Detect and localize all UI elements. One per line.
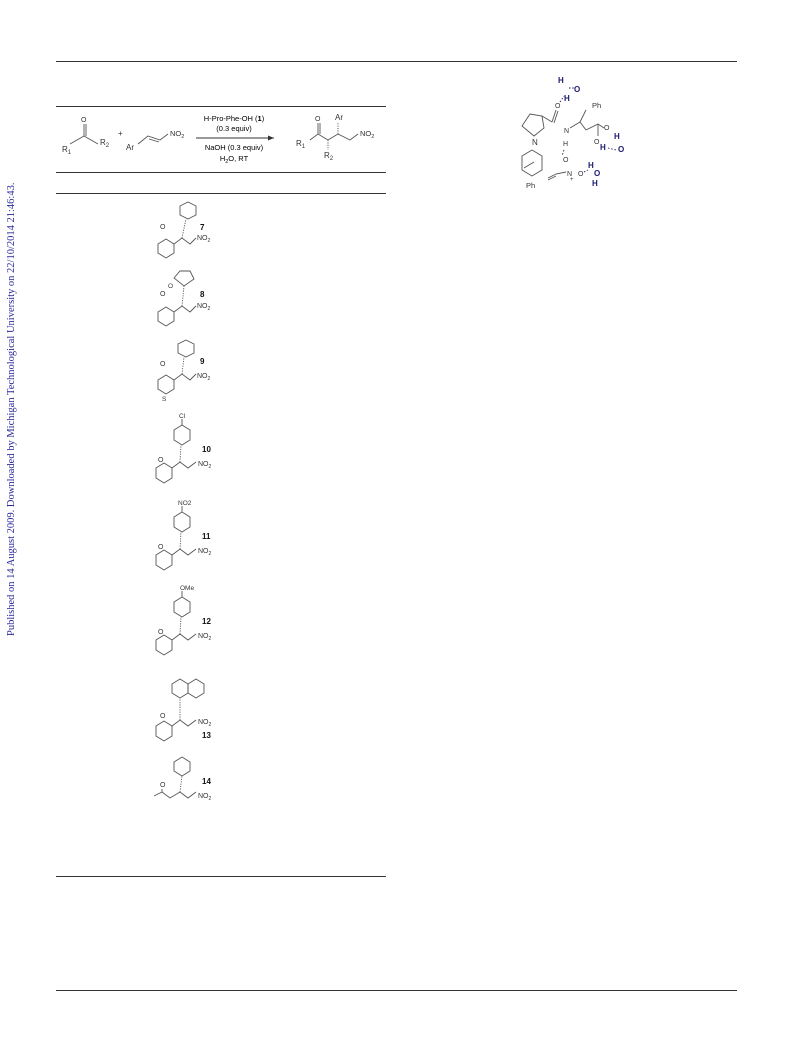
acid-oxygen: O [594,139,600,146]
nitro-nitrogen: N [567,171,573,178]
catalyst-equiv: (0.3 equiv) [216,124,252,133]
compound-10 [148,410,228,488]
arrow-head [268,136,274,141]
base-label: NaOH (0.3 equiv) [204,143,264,152]
scheme-bottom-rule [56,172,386,173]
product-r2-label: $R_2$ [324,151,334,162]
plus-sign: + [118,129,123,138]
compound-12 [148,582,228,660]
compound-14 [148,754,228,806]
compound-11 [148,497,228,575]
acid-carbonyl-oxygen: O [604,125,610,132]
acid-hydrogen: H [600,143,606,152]
ketone-oxygen: O [158,544,164,551]
ketone-oxygen: O [158,629,164,636]
ketone-oxygen: O [160,713,166,720]
svg-text:O: O [574,85,581,94]
nitro-plus: + [570,177,574,183]
ring-atom-label: S [162,396,167,403]
header-rule [56,61,737,62]
compound-number: 9 [200,357,205,366]
amide-nitrogen: N [564,128,570,135]
svg-text:H: H [592,179,598,188]
product-r1-label: $R_1$ [296,139,306,150]
ring-atom-label: O [168,283,174,290]
ketone-oxygen: O [160,361,166,368]
compound-number: 8 [200,290,205,299]
ketone-oxygen: O [158,457,164,464]
product-structure [296,113,374,162]
ketone-oxygen: O [160,224,166,231]
nitro-oxygen-2: O [578,171,584,178]
compound-9 [148,338,228,404]
compound-number: 12 [202,617,211,626]
ring-nitrogen: N [532,138,538,147]
substituent-label: OMe [180,585,195,592]
table-head-rule [56,193,386,194]
svg-text:H: H [564,94,570,103]
amide-hydrogen: H [563,141,569,148]
nitro-label: $NO_2$ [198,793,212,802]
nitro-label: $NO_2$ [198,719,212,728]
aryl-label: Ar [126,143,134,152]
substituent-label: Cl [179,413,186,420]
water-right [608,132,624,154]
water-bottom [584,161,600,188]
compound-8 [148,268,228,330]
ketone-structure [62,117,110,156]
reaction-scheme [56,108,386,172]
compound-number: 13 [202,731,211,740]
compound-number: 14 [202,777,211,786]
nitro-label: $NO_2$ [197,303,211,312]
nitro-label: $NO_2$ [170,129,185,140]
svg-text:H: H [558,76,564,85]
product-nitro-label: $NO_2$ [360,129,375,140]
product-oxygen: O [315,116,321,123]
ketone-oxygen: O [160,291,166,298]
r2-label: $R_2$ [100,138,110,149]
transition-state-model [512,72,636,194]
ph-top-label: Ph [592,101,602,110]
footer-rule [56,990,737,991]
compound-7 [148,200,228,262]
nitro-label: $NO_2$ [198,633,212,642]
compound-number: 7 [200,223,205,232]
pyrrolidine-ring [522,114,544,136]
nitro-label: $NO_2$ [198,548,212,557]
solvent-label: $H_2O$, RT [219,154,249,165]
nitroolefin-structure [126,129,184,152]
ketone-oxygen: O [160,782,166,789]
ph-bottom-label: Ph [526,181,536,190]
nitro-label: $NO_2$ [197,235,211,244]
compound-number: 11 [202,532,211,541]
r1-label: $R_1$ [62,145,72,156]
publication-side-note: Published on 14 August 2009. Downloaded by Michigan Technological University on 22/10/2014 21:46:43. [6,182,17,636]
nitro-label: $NO_2$ [197,373,211,382]
product-aryl-label: Ar [335,113,343,122]
svg-text:O: O [594,169,601,178]
nitro-label: $NO_2$ [198,461,212,470]
compound-number: 10 [202,445,211,454]
svg-text:H: H [614,132,620,141]
carbonyl-oxygen: O [555,103,561,110]
ketone-oxygen: O [81,117,87,124]
svg-text:H: H [588,161,594,170]
svg-text:O: O [618,145,625,154]
scheme-top-rule [56,106,386,107]
water-top [558,76,580,103]
catalyst-label: H-Pro-Phe-OH (1) [203,114,265,123]
compound-13 [148,668,228,748]
table-end-rule [56,876,386,877]
substituent-label: NO2 [178,500,192,507]
nitro-oxygen-1: O [563,157,569,164]
